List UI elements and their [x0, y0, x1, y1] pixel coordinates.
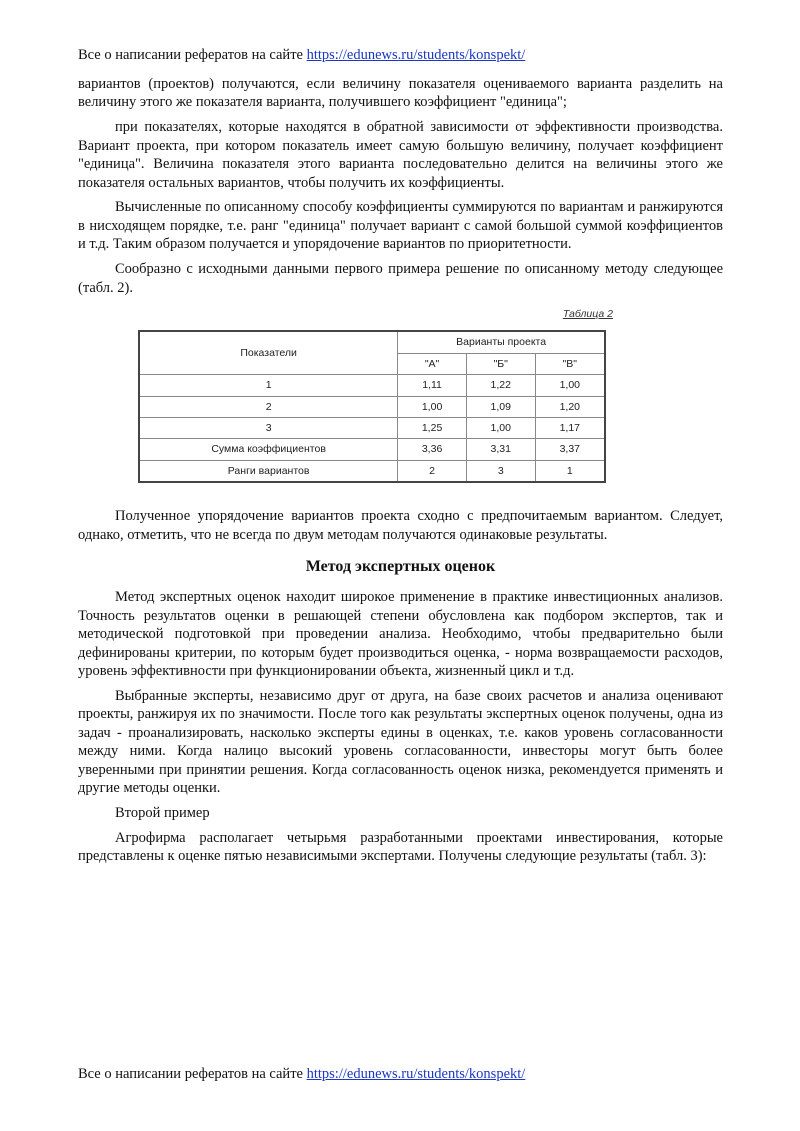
page-footer [78, 1066, 525, 1083]
cell: 1,25 [398, 418, 467, 439]
paragraph: Сообразно с исходными данными первого примера решение по описанному методу следующее (табл. 2). [78, 261, 723, 296]
row-label: 3 [139, 418, 398, 439]
header-link[interactable]: https://edunews.ru/students/konspekt/ [306, 47, 526, 63]
table-row [139, 418, 605, 439]
table-row [139, 375, 605, 396]
table-caption: Таблица 2 [562, 307, 613, 320]
cell: 1,17 [535, 418, 605, 439]
cell: 2 [398, 460, 467, 482]
paragraph: Метод экспертных оценок находит широкое применение в практике инвестиционных анализов. Точность результатов оценки в решающей степени обусловлена как подбором экспертов, так и методической подготовкой при проведении анализа. Необходимо, чтобы предварительно были дефинированы критерии, по которым будет производиться оценка, - норма возвращаемости расходов, уровень эффективности при функционировании объекта, жизненный цикл и т.д. [78, 589, 723, 680]
paragraph: вариантов (проектов) получаются, если величину показателя оцениваемого варианта разделить на величину этого же показателя варианта, получившего коэффициент "единица"; [78, 76, 723, 111]
header-text: Все о написании рефератов на сайте [78, 47, 307, 63]
footer-text: Все о написании рефератов на сайте [78, 1066, 307, 1082]
paragraph: Выбранные эксперты, независимо друг от друга, на базе своих расчетов и анализа оценивают проекты, ранжируя их по значимости. После того как результаты экспертных оценок получены, одна из задач - проанализировать, насколько эксперты едины в оценках, т.е. каков уровень согласованности между ними. Когда налицо высокий уровень согласованности, инвесторы могут быть более уверенными при принятии решения. Когда согласованность оценок низка, рекомендуется применять и другие методы оценки. [78, 687, 723, 796]
header-variant-v: "В" [535, 353, 605, 374]
header-variant-b: "Б" [466, 353, 535, 374]
cell: 1,11 [398, 375, 467, 396]
paragraph: при показателях, которые находятся в обратной зависимости от эффективности производства. Вариант проекта, при котором показатель имеет самую большую величину, получает коэффициент "единица". Величина показателя этого варианта последовательно делится на величины этого же показателя остальных вариантов, чтобы получить их коэффициенты. [78, 119, 723, 191]
cell: 3 [466, 460, 535, 482]
table-row [139, 460, 605, 482]
cell: 1,09 [466, 396, 535, 417]
cell: 1 [535, 460, 605, 482]
cell: 1,00 [535, 375, 605, 396]
table-2 [138, 330, 606, 483]
row-label: Ранги вариантов [139, 460, 398, 482]
row-label: Сумма коэффициентов [139, 439, 398, 460]
header-variant-a: "А" [398, 353, 467, 374]
paragraph: Вычисленные по описанному способу коэффициенты суммируются по вариантам и ранжируются в нисходящем порядке, т.е. ранг "единица" получает вариант с самой большой суммой коэффициентов и т.д. Таким образом получается и упорядочение вариантов по приоритетности. [78, 199, 723, 253]
cell: 1,00 [466, 418, 535, 439]
cell: 3,37 [535, 439, 605, 460]
table-2-block [78, 305, 723, 483]
cell: 1,20 [535, 396, 605, 417]
section-title: Метод экспертных оценок [305, 558, 496, 576]
cell: 3,31 [466, 439, 535, 460]
document-body [78, 75, 723, 872]
row-label: 1 [139, 375, 398, 396]
page-header [78, 47, 525, 64]
cell: 1,22 [466, 375, 535, 396]
paragraph: Полученное упорядочение вариантов проекта сходно с предпочитаемым вариантом. Следует, однако, отметить, что не всегда по двум методам получаются одинаковые результаты. [78, 508, 723, 543]
header-variants: Варианты проекта [398, 331, 605, 353]
table-row [139, 396, 605, 417]
header-indicator: Показатели [139, 331, 398, 374]
cell: 3,36 [398, 439, 467, 460]
paragraph: Агрофирма располагает четырьмя разработанными проектами инвестирования, которые представлены к оценке пятью независимыми экспертами. Получены следующие результаты (табл. 3): [78, 829, 723, 865]
cell: 1,00 [398, 396, 467, 417]
footer-link[interactable]: https://edunews.ru/students/konspekt/ [306, 1066, 526, 1082]
subheading-example: Второй пример [115, 804, 210, 821]
row-label: 2 [139, 396, 398, 417]
table-row [139, 439, 605, 460]
